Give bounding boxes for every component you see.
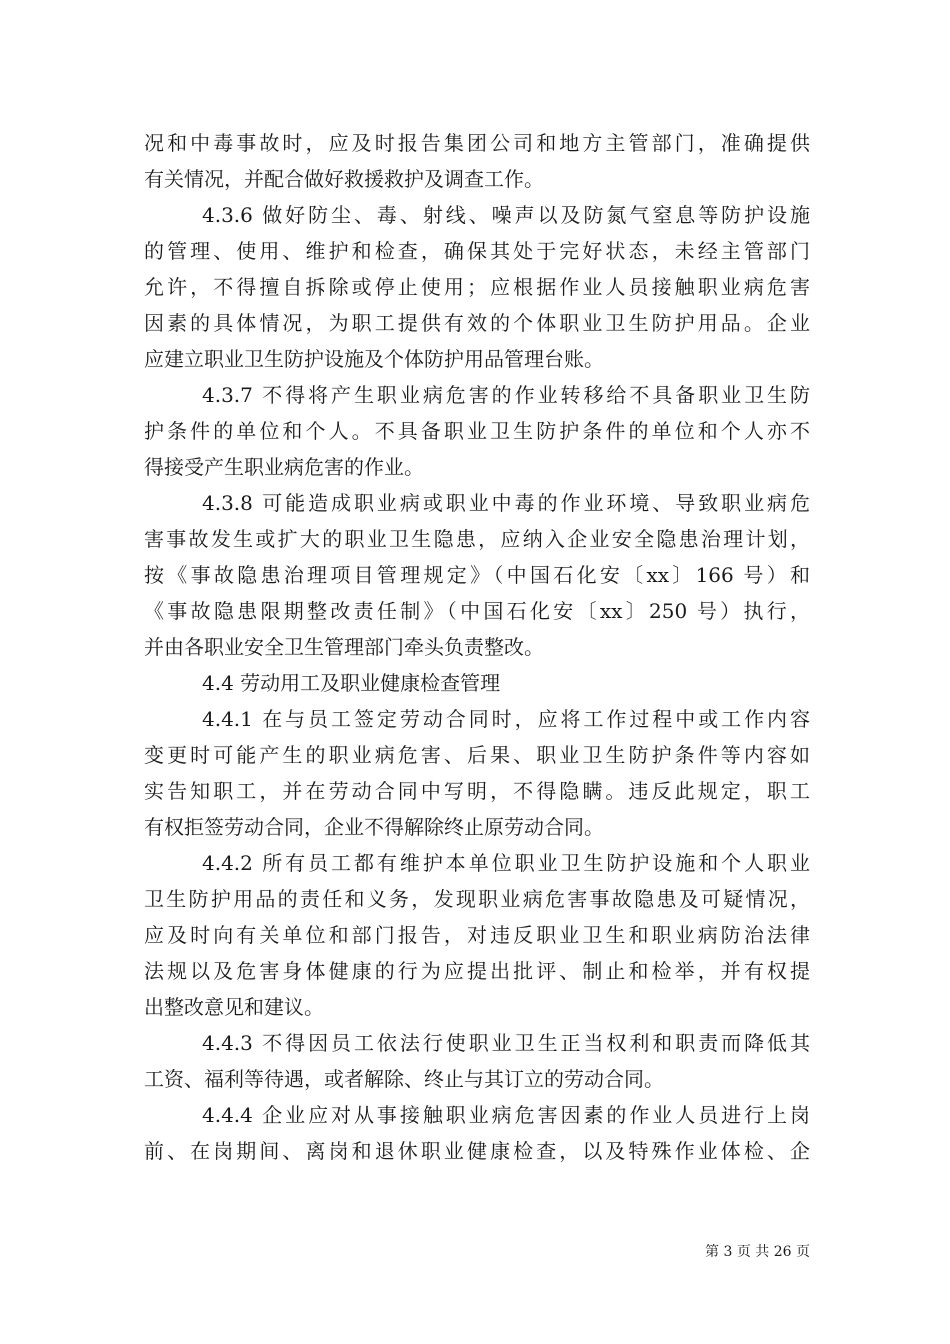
text-line: 的管理、使用、维护和检查，确保其处于完好状态，未经主管部门 xyxy=(144,239,810,263)
text-line: 4.4.1 在与员工签定劳动合同时，应将工作过程中或工作内容 xyxy=(202,707,810,731)
text-line: 4.3.6 做好防尘、毒、射线、噪声以及防氮气窒息等防护设施 xyxy=(202,203,810,227)
text-line: 应建立职业卫生防护设施及个体防护用品管理台账。 xyxy=(144,347,604,371)
page-number: 第 3 页 共 26 页 xyxy=(705,1244,810,1260)
text-line: 法规以及危害身体健康的行为应提出批评、制止和检举，并有权提 xyxy=(144,959,810,983)
text-line: 4.4.2 所有员工都有维护本单位职业卫生防护设施和个人职业 xyxy=(202,851,810,875)
text-line: 应及时向有关单位和部门报告，对违反职业卫生和职业病防治法律 xyxy=(144,923,810,947)
text-line: 并由各职业安全卫生管理部门牵头负责整改。 xyxy=(144,635,544,659)
text-line: 按《事故隐患治理项目管理规定》（中国石化安〔xx〕166 号）和 xyxy=(144,563,810,587)
text-line: 得接受产生职业病危害的作业。 xyxy=(144,455,424,479)
text-line: 4.3.8 可能造成职业病或职业中毒的作业环境、导致职业病危 xyxy=(202,491,810,515)
text-line: 护条件的单位和个人。不具备职业卫生防护条件的单位和个人亦不 xyxy=(144,419,810,443)
text-line: 害事故发生或扩大的职业卫生隐患，应纳入企业安全隐患治理计划， xyxy=(144,527,810,551)
text-line: 《事故隐患限期整改责任制》（中国石化安〔xx〕250 号）执行， xyxy=(144,599,810,623)
text-line: 实告知职工，并在劳动合同中写明，不得隐瞒。违反此规定，职工 xyxy=(144,779,810,803)
text-line: 4.3.7 不得将产生职业病危害的作业转移给不具备职业卫生防 xyxy=(202,383,810,407)
text-line: 有关情况，并配合做好救援救护及调查工作。 xyxy=(144,167,544,191)
text-line: 卫生防护用品的责任和义务，发现职业病危害事故隐患及可疑情况， xyxy=(144,887,810,911)
text-line: 变更时可能产生的职业病危害、后果、职业卫生防护条件等内容如 xyxy=(144,743,810,767)
text-line: 允许，不得擅自拆除或停止使用；应根据作业人员接触职业病危害 xyxy=(144,275,810,299)
text-line: 4.4.3 不得因员工依法行使职业卫生正当权利和职责而降低其 xyxy=(202,1031,810,1055)
text-line: 出整改意见和建议。 xyxy=(144,995,324,1019)
text-line: 工资、福利等待遇，或者解除、终止与其订立的劳动合同。 xyxy=(144,1067,664,1091)
body-text xyxy=(144,125,810,1169)
text-line: 况和中毒事故时，应及时报告集团公司和地方主管部门，准确提供 xyxy=(144,131,810,155)
text-line: 4.4.4 企业应对从事接触职业病危害因素的作业人员进行上岗 xyxy=(202,1103,810,1127)
text-line: 有权拒签劳动合同，企业不得解除终止原劳动合同。 xyxy=(144,815,604,839)
text-line: 前、在岗期间、离岗和退休职业健康检查，以及特殊作业体检、企 xyxy=(144,1139,810,1163)
text-line: 因素的具体情况，为职工提供有效的个体职业卫生防护用品。企业 xyxy=(144,311,810,335)
section-heading: 4.4 劳动用工及职业健康检查管理 xyxy=(202,671,501,695)
